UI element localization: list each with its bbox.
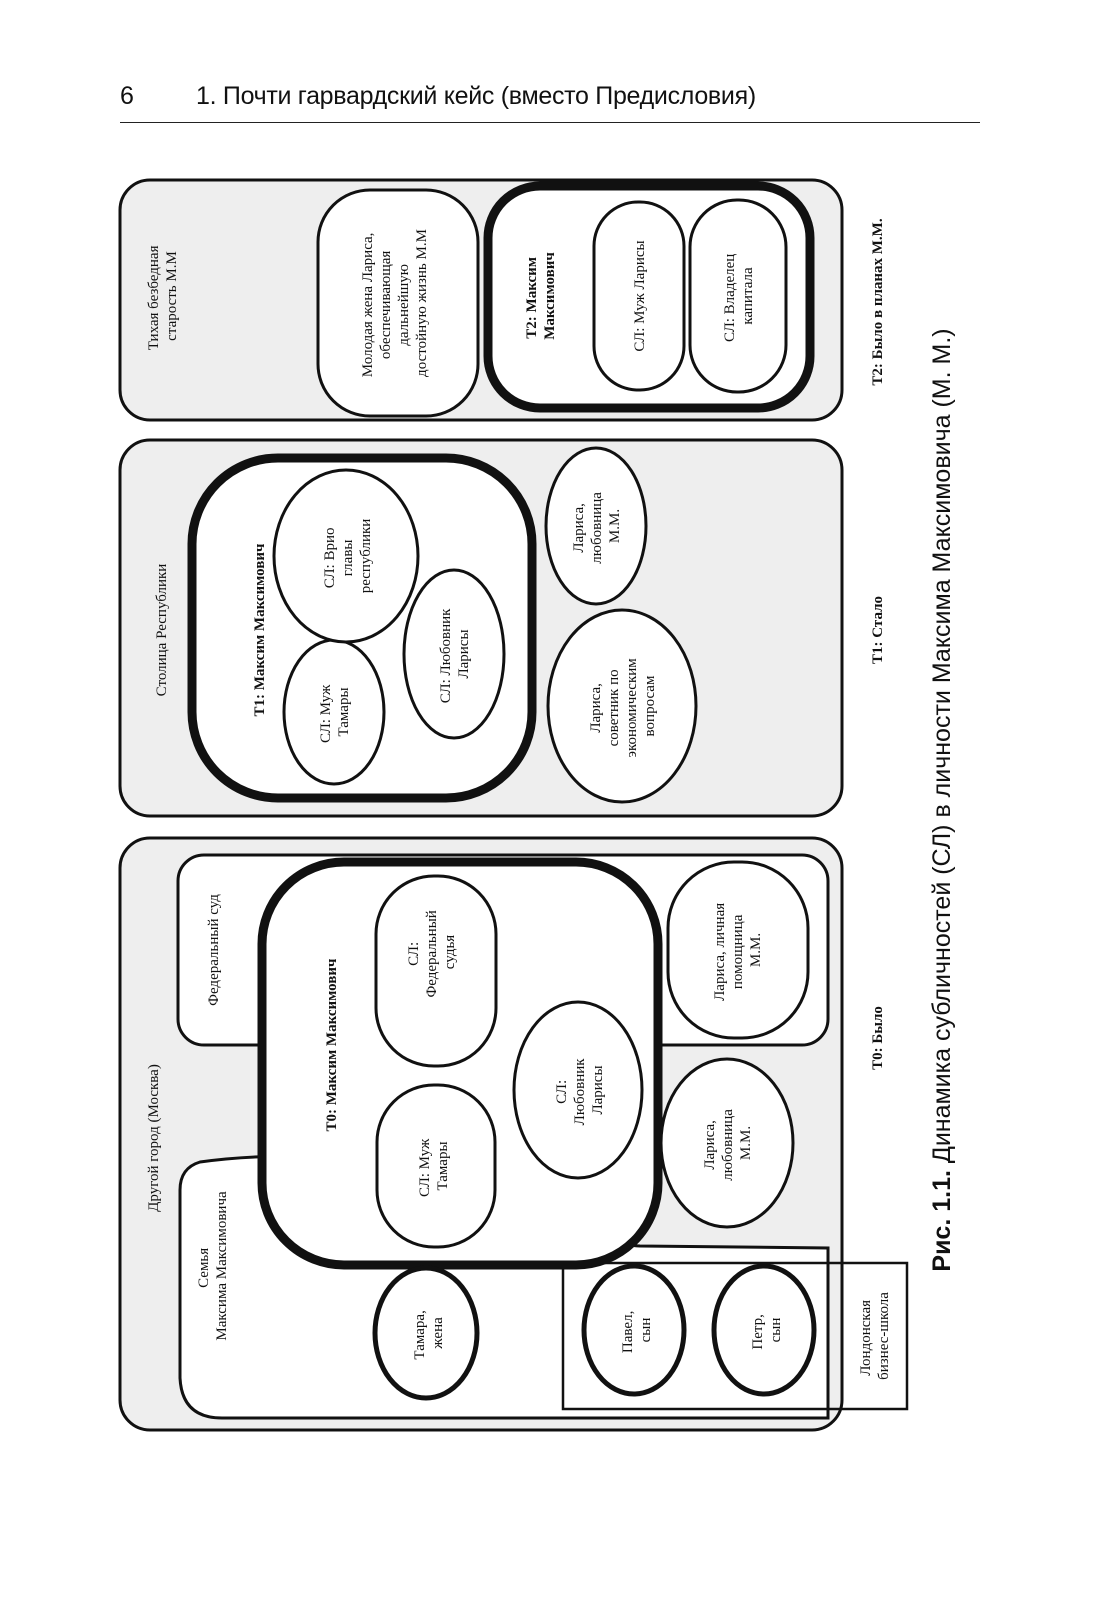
figure-caption-text: Динамика субличностей (СЛ) в личности Максима Максимовича (М. М.) bbox=[928, 328, 956, 1171]
mistress-t0-line2: любовница bbox=[720, 1109, 736, 1181]
old-age-line2: старость М.М bbox=[164, 251, 180, 341]
sub-husband-t2-label: СЛ: Муж Ларисы bbox=[632, 240, 648, 352]
person-t0-label: Т0: Максим Максимович bbox=[324, 958, 340, 1132]
figure-caption bbox=[928, 328, 956, 1271]
son2-line2: сын bbox=[768, 1317, 784, 1343]
family-label-line1: Семья bbox=[196, 1247, 212, 1288]
assistant-line2: помощница bbox=[730, 914, 746, 990]
sub-acting-line2: главы bbox=[340, 539, 356, 577]
person-t2-line1: Т2: Максим bbox=[524, 257, 540, 339]
federal-court-label: Федеральный суд bbox=[206, 894, 222, 1006]
running-head: 1. Почти гарвардский кейс (вместо Предисловия) bbox=[196, 82, 756, 110]
london-line2: бизнес-школа bbox=[876, 1292, 892, 1380]
sub-lover-t1-line2: Ларисы bbox=[456, 629, 472, 679]
london-line1: Лондонская bbox=[858, 1299, 874, 1376]
sub-lover-t1-circle bbox=[404, 570, 504, 738]
old-age-line1: Тихая безбедная bbox=[146, 245, 162, 351]
sub-judge-line3: судья bbox=[442, 934, 458, 970]
mistress-t1-line2: любовница bbox=[589, 492, 605, 564]
panel-t1 bbox=[120, 440, 842, 816]
wife-line1: Тамара, bbox=[412, 1310, 428, 1360]
family-label-line2: Максима Максимовича bbox=[214, 1191, 230, 1341]
person-t2-line2: Максимович bbox=[542, 252, 558, 340]
sub-judge-line2: Федеральный bbox=[424, 910, 440, 998]
son1-line1: Павел, bbox=[620, 1310, 636, 1354]
t1-panel-label: Т1: Стало bbox=[870, 596, 886, 664]
figure-caption-number: Рис. 1.1. bbox=[928, 1170, 956, 1272]
panel-t0 bbox=[120, 838, 907, 1430]
sub-husband-t0-line2: Тамары bbox=[435, 1141, 451, 1191]
mistress-t1-line1: Лариса, bbox=[571, 503, 587, 553]
young-wife-line4: достойную жизнь М.М bbox=[414, 229, 430, 377]
london-label bbox=[858, 1292, 892, 1380]
young-wife-line3: дальнейшую bbox=[396, 264, 412, 346]
sub-lover-t0-line3: Ларисы bbox=[590, 1065, 606, 1115]
assistant-line1: Лариса, личная bbox=[712, 902, 728, 1001]
advisor-node bbox=[548, 610, 696, 802]
sub-owner-line1: СЛ: Владелец bbox=[722, 253, 738, 343]
mistress-t1-line3: М.М. bbox=[607, 508, 623, 544]
t2-panel-label: Т2: Было в планах М.М. bbox=[870, 218, 886, 386]
sub-owner-pill bbox=[690, 200, 786, 392]
t0-city-label: Другой город (Москва) bbox=[146, 1064, 162, 1212]
sub-husband-t0-line1: СЛ: Муж bbox=[417, 1138, 433, 1198]
advisor-line1: Лариса, bbox=[588, 683, 604, 733]
sub-husband-t1-line2: Тамары bbox=[336, 687, 352, 737]
sub-owner-line2: капитала bbox=[740, 267, 756, 325]
advisor-line3: экономическим bbox=[624, 658, 640, 758]
sub-husband-t1-circle bbox=[284, 640, 384, 784]
son1-line2: сын bbox=[638, 1317, 654, 1343]
sub-acting-line1: СЛ: Врио bbox=[322, 527, 338, 589]
advisor-line4: вопросам bbox=[642, 675, 658, 737]
young-wife-line1: Молодая жена Лариса, bbox=[360, 232, 376, 378]
page-number: 6 bbox=[120, 82, 134, 110]
sub-husband-t1-line1: СЛ: Муж bbox=[318, 684, 334, 744]
sub-lover-t0-line1: СЛ: bbox=[554, 1079, 570, 1104]
t1-city-label: Столица Республики bbox=[154, 563, 170, 697]
assistant-line3: М.М. bbox=[748, 932, 764, 968]
young-wife-line2: обеспечивающая bbox=[378, 250, 394, 360]
sub-judge-line1: СЛ: bbox=[406, 941, 422, 966]
son2-line1: Петр, bbox=[750, 1314, 766, 1350]
mistress-t0-line1: Лариса, bbox=[702, 1120, 718, 1170]
t0-panel-label: Т0: Было bbox=[870, 1006, 886, 1070]
person-t1-label: Т1: Максим Максимович bbox=[252, 543, 268, 717]
sub-lover-t0-line2: Любовник bbox=[572, 1058, 588, 1126]
mistress-t0-line3: М.М. bbox=[738, 1125, 754, 1161]
sub-acting-line3: республики bbox=[358, 518, 374, 594]
sub-lover-t1-line1: СЛ: Любовник bbox=[438, 608, 454, 704]
advisor-line2: советник по bbox=[606, 669, 622, 747]
wife-line2: жена bbox=[430, 1317, 446, 1349]
